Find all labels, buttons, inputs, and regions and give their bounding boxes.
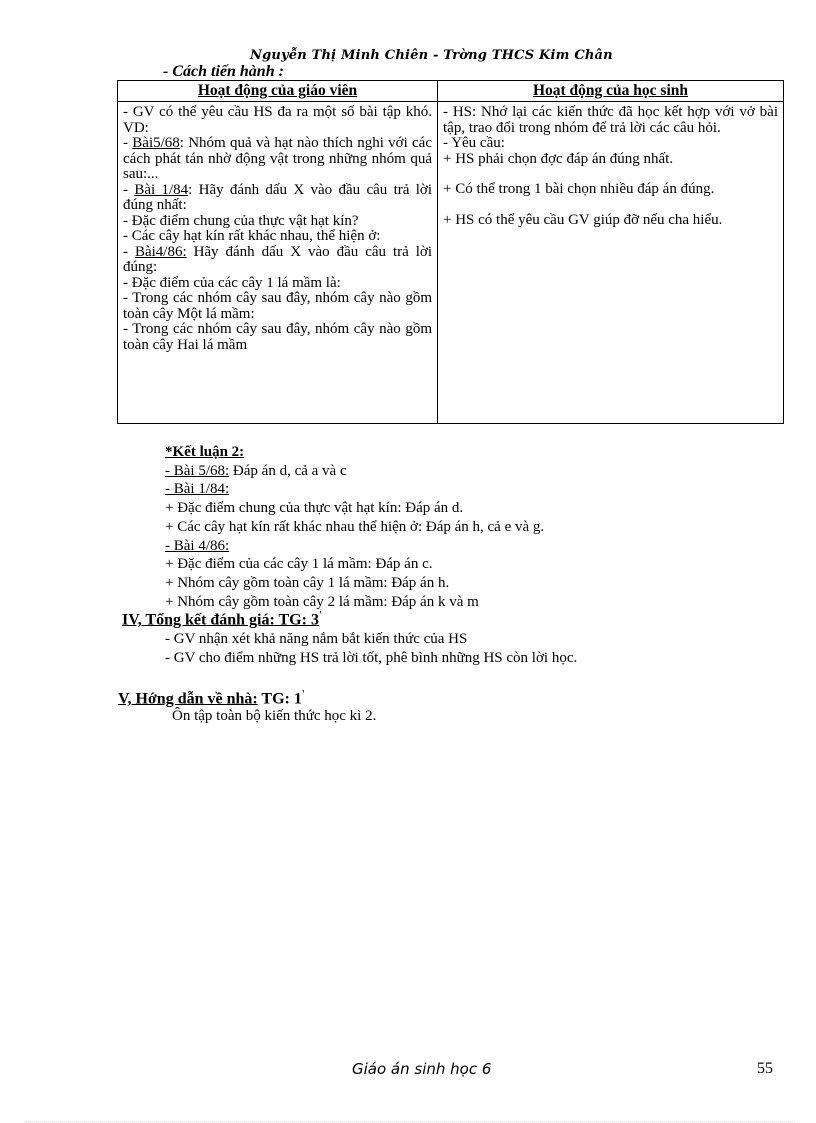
exercise-ref: - Bài 4/86: [165, 537, 230, 554]
page-header: Nguyễn Thị Minh Chiên - Trờng THCS Kim Chân [250, 48, 613, 63]
section-5-line: Ôn tập toàn bộ kiến thức học kì 2. [172, 708, 377, 724]
conclusion-title: *Kết luận 2: [165, 444, 245, 460]
section-4-body [165, 630, 577, 667]
student-line: + HS có thể yêu cầu GV giúp đỡ nếu cha hiểu. [443, 211, 723, 228]
teacher-line: - Các cây hạt kín rất khác nhau, thể hiện ở: [123, 228, 381, 244]
section-4-line: - GV cho điểm những HS trả lời tốt, phê bình những HS còn lời học. [165, 649, 578, 666]
teacher-activities [118, 102, 438, 424]
teacher-line: - Đặc điểm của các cây 1 lá mầm là: [123, 274, 341, 291]
activity-table [117, 80, 784, 424]
section-5-title: V, Hớng dẫn về nhà: TG: 1' [118, 689, 305, 708]
student-line: + HS phải chọn đợc đáp án đúng nhất. [443, 150, 674, 167]
conclusion-line: + Nhóm cây gồm toàn cây 2 lá mầm: Đáp án k và m [165, 593, 479, 610]
teacher-line: - GV có thể yêu cầu HS đa ra một số bài tập khó. VD: [123, 104, 432, 136]
exercise-ref: Bài 1/84 [134, 181, 189, 198]
conclusion-line: + Các cây hạt kín rất khác nhau thể hiện ở: Đáp án h, cả e và g. [165, 518, 545, 535]
teacher-line: - Đặc điểm chung của thực vật hạt kín? [123, 212, 359, 229]
page-bottom-rule [25, 1121, 795, 1122]
page-number: 55 [757, 1060, 773, 1077]
student-activities [438, 102, 784, 424]
conclusion-block [165, 443, 544, 611]
student-line: - HS: Nhớ lại các kiến thức đã học kết hợp với vở bài tập, trao đổi trong nhóm để trả lời các câu hỏi. [443, 104, 778, 136]
teacher-line: - Trong các nhóm cây sau đây, nhóm cây nào gồm toàn cây Một lá mầm: [123, 290, 432, 322]
conclusion-line: + Đặc điểm chung của thực vật hạt kín: Đáp án d. [165, 500, 464, 517]
student-line: - Yêu cầu: [443, 135, 505, 151]
exercise-ref: - Bài 5/68: [165, 462, 230, 479]
student-line: + Có thể trong 1 bài chọn nhiều đáp án đúng. [443, 181, 715, 197]
teacher-line: - Bài5/68: Nhóm quả và hạt nào thích nghi với các cách phát tán nhờ động vật trong những nhóm quả sau:... [123, 135, 432, 182]
exercise-ref: Bài5/68 [132, 135, 180, 151]
section-5-body [172, 707, 376, 726]
footer-title: Giáo án sinh học 6 [352, 1060, 492, 1078]
teacher-column-header: Hoạt động của giáo viên [118, 81, 438, 102]
student-column-header: Hoạt động của học sinh [438, 81, 784, 102]
exercise-ref: - Bài 1/84: [165, 481, 230, 498]
conclusion-line: - Bài 5/68: Đáp án d, cả a và c [165, 462, 347, 479]
section-4-title: IV, Tổng kết đánh giá: TG: 3' [122, 610, 322, 629]
conclusion-line: + Đặc điểm của các cây 1 lá mầm: Đáp án c. [165, 556, 433, 573]
conclusion-line: + Nhóm cây gồm toàn cây 1 lá mầm: Đáp án h. [165, 574, 450, 591]
procedure-heading: - Cách tiến hành : [163, 63, 284, 80]
section-4-line: - GV nhận xét khả năng nắm bắt kiến thức của HS [165, 631, 468, 647]
teacher-line: - Bài 1/84: Hãy đánh dấu X vào đầu câu trả lời đúng nhất: [123, 181, 433, 213]
exercise-ref: Bài4/86: [134, 243, 187, 260]
teacher-line: - Trong các nhóm cây sau đây, nhóm cây nào gồm toàn cây Hai lá mầm [123, 321, 432, 353]
teacher-line: - Bài4/86: Hãy đánh dấu X vào đầu câu trả lời đúng: [123, 243, 433, 275]
